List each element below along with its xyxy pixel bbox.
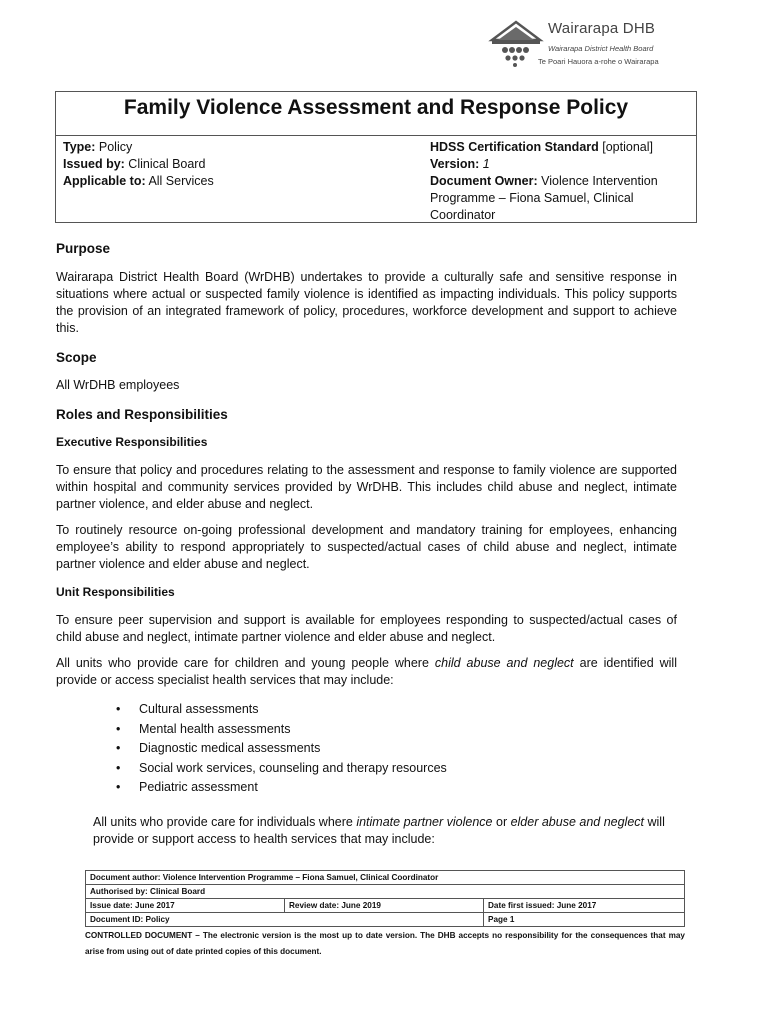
applicable-label: Applicable to: — [63, 174, 146, 188]
version-row — [430, 156, 692, 173]
policy-body — [56, 240, 677, 848]
document-id-cell: Document ID: Policy — [86, 913, 484, 927]
authorised-cell: Authorised by: Clinical Board — [86, 885, 685, 899]
exec-paragraph-2: To routinely resource on-going professional development and mandatory training for employees, enhancing employee’s ability to respond appropriately to suspected/actual cases of child abuse and neglect, intimate partner violence and elder abuse and neglect. — [56, 523, 677, 571]
document-control-footer — [85, 870, 685, 960]
list-item — [56, 739, 677, 759]
logo-subtitle: Wairarapa District Health Board — [548, 44, 654, 53]
author-cell: Document author: Violence Intervention Programme – Fiona Samuel, Clinical Coordinator — [86, 871, 685, 885]
first-issued-cell: Date first issued: June 2017 — [484, 899, 685, 913]
owner-value: Violence Intervention Programme – Fiona Samuel, Clinical Coordinator — [430, 174, 658, 222]
unit-paragraph-1: To ensure peer supervision and support is available for employees responding to suspected/actual cases of child abuse and neglect, intimate partner violence and elder abuse and neglect. — [56, 613, 677, 644]
hdss-value: [optional] — [598, 140, 653, 154]
issued-value: Clinical Board — [124, 157, 206, 171]
scope-text: All WrDHB employees — [56, 378, 180, 392]
unit-paragraph-2 — [56, 655, 677, 689]
policy-header-box — [55, 91, 697, 223]
issue-date-cell: Issue date: June 2017 — [86, 899, 285, 913]
type-row — [63, 139, 214, 156]
bullet-icon: • — [116, 721, 121, 736]
list-item — [56, 778, 677, 798]
purpose-heading: Purpose — [56, 241, 111, 256]
purpose-text: Wairarapa District Health Board (WrDHB) undertakes to provide a culturally safe and sensitive response in situations where actual or suspected family violence is identified as impacting individuals. This policy supports the provision of an integrated framework of policy, procedures, workforce development and support to achieve this. — [56, 270, 677, 335]
scope-heading: Scope — [56, 350, 97, 365]
list-item-text: Pediatric assessment — [139, 780, 258, 794]
issued-label: Issued by: — [63, 157, 125, 171]
list-item — [56, 759, 677, 779]
unit-p3-text-c: will provide or support access to health services that may include: — [93, 814, 665, 846]
bullet-icon: • — [116, 780, 121, 794]
header-divider — [56, 135, 696, 136]
header-meta-right — [430, 139, 692, 224]
owner-label: Document Owner: — [430, 174, 538, 188]
version-label: Version: — [430, 157, 480, 171]
dhb-emblem-icon — [488, 18, 544, 68]
exec-responsibilities-heading: Executive Responsibilities — [56, 435, 208, 449]
list-item — [56, 700, 677, 720]
bullet-icon: • — [116, 760, 121, 775]
hdss-label: HDSS Certification Standard — [430, 140, 599, 154]
hdss-row — [430, 139, 692, 156]
page-number-cell: Page 1 — [484, 913, 685, 927]
list-item-text: Cultural assessments — [139, 702, 259, 716]
applicable-value: All Services — [145, 174, 214, 188]
unit-p2-text-b: are identified will provide or access specialist health services that may include: — [56, 656, 677, 687]
unit-p2-text-a: All units who provide care for children and young people where — [56, 656, 435, 670]
logo-name: Wairarapa DHB — [548, 20, 656, 37]
wairarapa-dhb-logo — [488, 18, 688, 70]
list-item — [56, 720, 677, 740]
type-value: Policy — [95, 140, 133, 154]
owner-row — [430, 173, 692, 224]
exec-paragraph-1: To ensure that policy and procedures relating to the assessment and response to family violence are supported within hospital and community services provided by WrDHB. This includes child abuse and neglect, intimate partner violence, and elder abuse and neglect. — [56, 463, 677, 511]
list-item-text: Social work services, counseling and therapy resources — [139, 760, 447, 775]
logo-maori-subtitle: Te Poari Hauora a-rohe o Wairarapa — [538, 57, 659, 66]
unit-p3-text-b: or — [492, 814, 511, 829]
unit-p3-text-a: All units who provide care for individuals where — [93, 814, 357, 829]
page-title: Family Violence Assessment and Response Policy — [123, 96, 629, 119]
bullet-icon: • — [116, 702, 121, 716]
version-value: 1 — [479, 157, 490, 171]
review-date-cell: Review date: June 2019 — [285, 899, 484, 913]
unit-paragraph-3 — [56, 814, 677, 848]
document-control-table — [85, 870, 685, 927]
list-item-text: Diagnostic medical assessments — [139, 741, 321, 755]
unit-responsibilities-heading: Unit Responsibilities — [56, 585, 175, 599]
list-item-text: Mental health assessments — [139, 721, 291, 736]
type-label: Type: — [63, 140, 96, 154]
applicable-row — [63, 173, 214, 190]
unit-p3-emphasis-1: intimate partner violence — [356, 814, 493, 829]
services-list — [56, 700, 677, 798]
bullet-icon: • — [116, 741, 121, 755]
unit-p2-emphasis: child abuse and neglect — [434, 656, 574, 670]
issued-row — [63, 156, 214, 173]
roles-heading: Roles and Responsibilities — [56, 407, 228, 422]
header-meta-left — [63, 139, 214, 190]
unit-p3-emphasis-2: elder abuse and neglect — [510, 814, 645, 829]
controlled-document-notice: CONTROLLED DOCUMENT – The electronic version is the most up to date version. The DHB accepts no responsibility for the consequences that may arise from using out of date printed copies of this document. — [85, 931, 685, 956]
